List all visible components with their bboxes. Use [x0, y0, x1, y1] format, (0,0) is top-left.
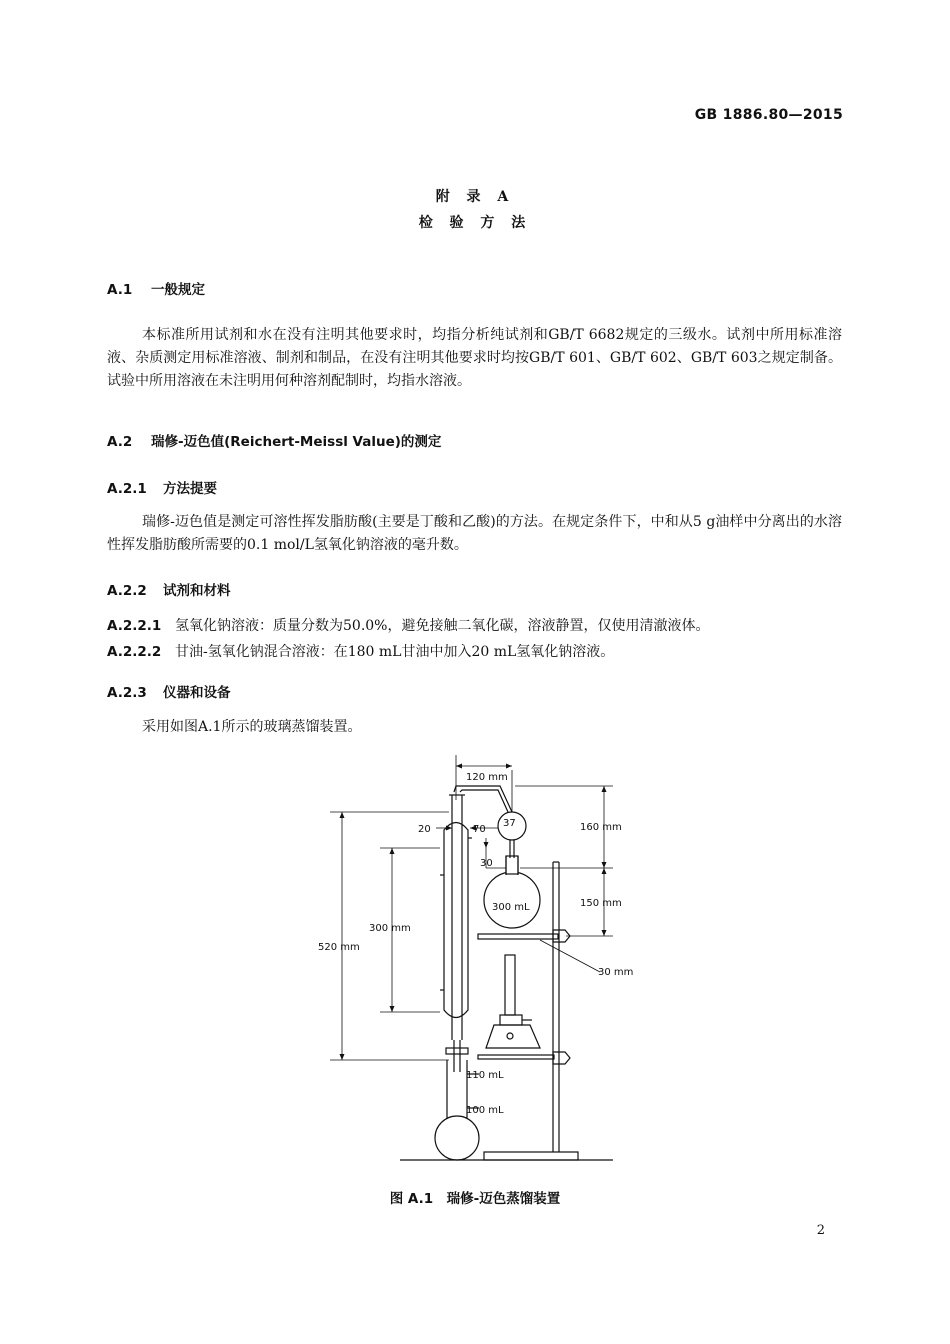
label-150mm: 150 mm: [580, 898, 622, 909]
section-title: 方法提要: [163, 481, 217, 497]
label-30: 30: [480, 858, 493, 869]
section-title: 仪器和设备: [163, 685, 231, 701]
section-number: A.2.2: [107, 583, 147, 599]
label-120mm: 120 mm: [466, 772, 508, 783]
standard-number: GB 1886.80—2015: [694, 107, 843, 123]
section-number: A.2: [107, 434, 133, 450]
item-text: 甘油-氢氧化钠混合溶液：在180 mL甘油中加入20 mL氢氧化钠溶液。: [175, 644, 615, 660]
stand-base: [484, 1152, 578, 1160]
section-number: A.2.1: [107, 481, 147, 497]
item-number: A.2.2.2: [107, 644, 162, 660]
condenser-jacket: [444, 823, 468, 1018]
label-37: 37: [503, 818, 516, 829]
section-title: 瑞修-迈色值(Reichert-Meissl Value)的测定: [151, 434, 442, 450]
annex-label: 附 录 A: [435, 189, 515, 205]
section-number: A.1: [107, 282, 133, 298]
receiver-neck: [447, 1060, 467, 1118]
label-160mm: 160 mm: [580, 822, 622, 833]
figure-caption: 图 A.1 瑞修-迈色蒸馏装置: [389, 1191, 561, 1207]
distilling-flask: [484, 872, 540, 928]
page-number: 2: [816, 1223, 825, 1238]
ring-support: [478, 934, 558, 939]
section-title: 一般规定: [151, 282, 205, 298]
label-300mm: 300 mm: [369, 923, 411, 934]
label-100ml: 100 mL: [466, 1105, 504, 1116]
burner-chimney: [505, 955, 515, 1015]
paragraph-method-summary: 瑞修-迈色值是测定可溶性挥发脂肪酸(主要是丁酸和乙酸)的方法。在规定条件下，中和从5 g油样中分离出的水溶性挥发脂肪酸所需要的0.1 mol/L氢氧化钠溶液的毫升数。: [107, 514, 842, 553]
paragraph-general-rules: 本标准所用试剂和水在没有注明其他要求时，均指分析纯试剂和GB/T 6682规定的三级水。试剂中所用标准溶液、杂质测定用标准溶液、制剂和制品，在没有注明其他要求时均按GB/T 601、GB/T 602、GB/T 603之规定制备。试验中所用溶液在未注明用何种溶剂配制时，均指水溶液。: [107, 327, 842, 389]
lower-clamp: [553, 1052, 570, 1064]
paragraph-apparatus: 采用如图A.1所示的玻璃蒸馏装置。: [142, 719, 362, 735]
label-300ml: 300 mL: [492, 902, 530, 913]
annex-title: 检 验 方 法: [418, 215, 532, 231]
label-110ml: 110 mL: [466, 1070, 504, 1081]
label-70: 70: [473, 824, 486, 835]
receiving-flask: [435, 1116, 479, 1160]
label-30mm: 30 mm: [598, 967, 634, 978]
item-number: A.2.2.1: [107, 618, 162, 634]
label-20: 20: [418, 824, 431, 835]
item-text: 氢氧化钠溶液：质量分数为50.0%，避免接触二氧化碳，溶液静置，仅使用清澈液体。: [175, 618, 710, 634]
label-520mm: 520 mm: [318, 942, 360, 953]
dim-30mm-leader: [540, 940, 600, 972]
section-title: 试剂和材料: [163, 583, 231, 599]
section-number: A.2.3: [107, 685, 147, 701]
